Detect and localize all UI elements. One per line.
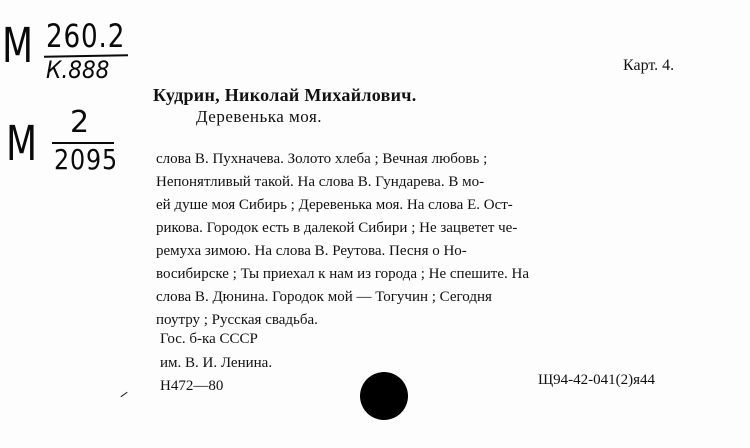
work-title: Деревенька моя. xyxy=(196,107,323,126)
shelf-mark-1-numerator: 260.2 xyxy=(46,17,126,55)
contents-note xyxy=(156,148,701,332)
classification-code: Щ94-42-041(2)я44 xyxy=(538,372,656,388)
library-name: Гос. б-ка СССР xyxy=(160,331,258,347)
contents-line: восибирске ; Ты приехал к нам из города ; Не спешите. На xyxy=(156,266,530,282)
contents-line: ей душе моя Сибирь ; Деревенька моя. На слова Е. Ост- xyxy=(156,197,513,213)
contents-line: Непонятливый такой. На слова В. Гундарева. В мо- xyxy=(156,174,485,190)
contents-line: поутру ; Русская свадьба. xyxy=(156,312,318,328)
contents-line: слова В. Дюнина. Городок мой — Тогучин ; Сегодня xyxy=(156,289,492,305)
shelf-mark-2-denominator: 2095 xyxy=(54,143,118,176)
library-name-cont: им. В. И. Ленина. xyxy=(160,355,273,371)
shelf-mark-1-denominator: К.888 xyxy=(46,56,110,84)
card-number: Карт. 4. xyxy=(623,57,675,74)
contents-line: рикова. Городок есть в далекой Сибири ; Не зацветет че- xyxy=(156,220,518,236)
stray-mark xyxy=(120,392,127,397)
card-code: Н472—80 xyxy=(160,378,224,394)
shelf-mark-2-letter: М xyxy=(6,116,38,172)
contents-line: ремуха зимою. На слова В. Реутова. Песня о Но- xyxy=(156,243,467,259)
shelf-mark-1-letter: М xyxy=(2,18,34,74)
punch-hole xyxy=(360,372,408,420)
contents-line: слова В. Пухначева. Золото хлеба ; Вечная любовь ; xyxy=(156,151,488,167)
author-heading: Кудрин, Николай Михайлович. xyxy=(153,85,417,105)
shelf-mark-2-numerator: 2 xyxy=(70,105,90,140)
